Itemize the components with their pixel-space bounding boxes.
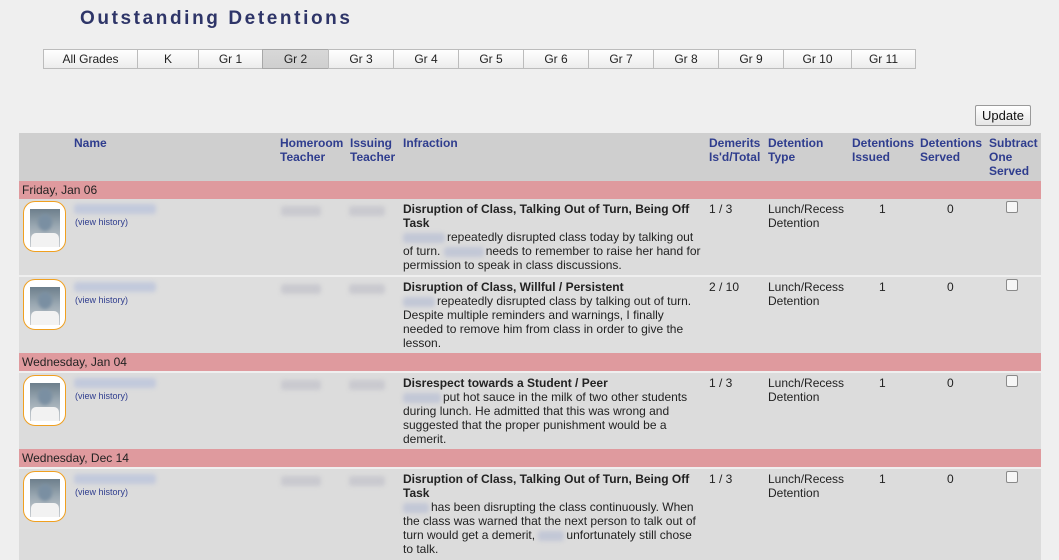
tab-gr-6[interactable]: Gr 6 <box>523 49 588 69</box>
view-history-link[interactable]: (view history) <box>75 295 129 305</box>
subtract-checkbox[interactable] <box>1006 279 1018 291</box>
demerits-value: 1 / 3 <box>709 376 733 390</box>
detention-type: Lunch/Recess Detention <box>768 472 845 500</box>
col-name[interactable]: Name <box>74 136 107 150</box>
detentions-issued: 1 <box>879 280 886 294</box>
infraction <box>403 280 703 350</box>
tab-gr-4[interactable]: Gr 4 <box>393 49 458 69</box>
table-row <box>19 469 1041 560</box>
student-name[interactable] <box>74 378 156 388</box>
subtract-checkbox[interactable] <box>1006 471 1018 483</box>
tab-gr-10[interactable]: Gr 10 <box>783 49 851 69</box>
page-title: Outstanding Detentions <box>80 8 353 29</box>
tab-gr-3[interactable]: Gr 3 <box>328 49 393 69</box>
col-subtract-one-served: Subtract One Served <box>989 136 1038 178</box>
tab-gr-2[interactable]: Gr 2 <box>262 49 328 69</box>
tab-gr-5[interactable]: Gr 5 <box>458 49 523 69</box>
tab-all-grades[interactable]: All Grades <box>43 49 137 69</box>
subtract-checkbox[interactable] <box>1006 201 1018 213</box>
table-row <box>19 373 1041 449</box>
table-row <box>19 277 1041 353</box>
day-group-header: Friday, Jan 06 <box>19 181 1041 199</box>
day-group-header: Wednesday, Jan 04 <box>19 353 1041 371</box>
day-group-header: Wednesday, Dec 14 <box>19 449 1041 467</box>
issuing-teacher <box>349 284 385 294</box>
homeroom-teacher <box>281 476 321 486</box>
update-button[interactable]: Update <box>975 105 1031 126</box>
tab-gr-1[interactable]: Gr 1 <box>198 49 262 69</box>
student-avatar[interactable] <box>23 201 66 252</box>
infraction-description-cont: needs to remember to raise her hand for permission to speak in class discussions. <box>403 244 701 272</box>
student-avatar[interactable] <box>23 375 66 426</box>
detentions-issued: 1 <box>879 472 886 486</box>
tab-gr-7[interactable]: Gr 7 <box>588 49 653 69</box>
issuing-teacher <box>349 476 385 486</box>
detention-type: Lunch/Recess Detention <box>768 280 845 308</box>
grade-tabs <box>43 49 916 69</box>
student-name[interactable] <box>74 204 156 214</box>
infraction-title: Disrespect towards a Student / Peer <box>403 376 608 390</box>
student-name[interactable] <box>74 474 156 484</box>
infraction-title: Disruption of Class, Talking Out of Turn, Being Off Task <box>403 472 690 500</box>
col-detention-type[interactable]: Detention Type <box>768 136 824 164</box>
demerits-value: 2 / 10 <box>709 280 740 294</box>
detention-type: Lunch/Recess Detention <box>768 202 845 230</box>
infraction-title: Disruption of Class, Talking Out of Turn, Being Off Task <box>403 202 690 230</box>
demerits-value: 1 / 3 <box>709 472 733 486</box>
infraction-description: repeatedly disrupted class by talking out of turn. Despite multiple reminders and warnings, I finally needed to remove him from class in order to give the lesson. <box>403 294 692 350</box>
detentions-issued: 1 <box>879 376 886 390</box>
col-detentions-issued[interactable]: Detentions Issued <box>852 136 915 164</box>
view-history-link[interactable]: (view history) <box>75 217 129 227</box>
view-history-link[interactable]: (view history) <box>75 487 129 497</box>
tab-gr-11[interactable]: Gr 11 <box>851 49 916 69</box>
homeroom-teacher <box>281 284 321 294</box>
homeroom-teacher <box>281 206 321 216</box>
col-demerits[interactable]: Demerits Is'd/Total <box>709 136 761 164</box>
detentions-served: 0 <box>947 376 954 390</box>
detentions-served: 0 <box>947 202 954 216</box>
issuing-teacher <box>349 206 385 216</box>
table-row <box>19 199 1041 275</box>
infraction <box>403 472 703 556</box>
detention-type: Lunch/Recess Detention <box>768 376 845 404</box>
detentions-served: 0 <box>947 280 954 294</box>
col-infraction[interactable]: Infraction <box>403 136 458 150</box>
detentions-issued: 1 <box>879 202 886 216</box>
col-homeroom-teacher[interactable]: Homeroom Teacher <box>280 136 344 164</box>
homeroom-teacher <box>281 380 321 390</box>
subtract-checkbox[interactable] <box>1006 375 1018 387</box>
table-header <box>19 133 1041 181</box>
student-avatar[interactable] <box>23 471 66 522</box>
student-avatar[interactable] <box>23 279 66 330</box>
student-name[interactable] <box>74 282 156 292</box>
infraction-description: has been disrupting the class continuously. When the class was warned that the next person to talk out of turn would get a demerit, <box>403 500 696 542</box>
infraction-title: Disruption of Class, Willful / Persistent <box>403 280 624 294</box>
tab-k[interactable]: K <box>137 49 198 69</box>
demerits-value: 1 / 3 <box>709 202 733 216</box>
issuing-teacher <box>349 380 385 390</box>
infraction-description: repeatedly disrupted class today by talking out of turn. <box>403 230 694 258</box>
detentions-served: 0 <box>947 472 954 486</box>
infraction-description: put hot sauce in the milk of two other students during lunch. He admitted that this was wrong and suggested that the proper punishment would be a demerit. <box>403 390 688 446</box>
tab-gr-8[interactable]: Gr 8 <box>653 49 718 69</box>
col-detentions-served: Detentions Served <box>920 136 983 164</box>
tab-gr-9[interactable]: Gr 9 <box>718 49 783 69</box>
col-issuing-teacher[interactable]: Issuing Teacher <box>350 136 396 164</box>
view-history-link[interactable]: (view history) <box>75 391 129 401</box>
infraction-description-cont: unfortunately still chose to talk. <box>403 528 692 556</box>
infraction <box>403 376 703 446</box>
infraction <box>403 202 703 272</box>
